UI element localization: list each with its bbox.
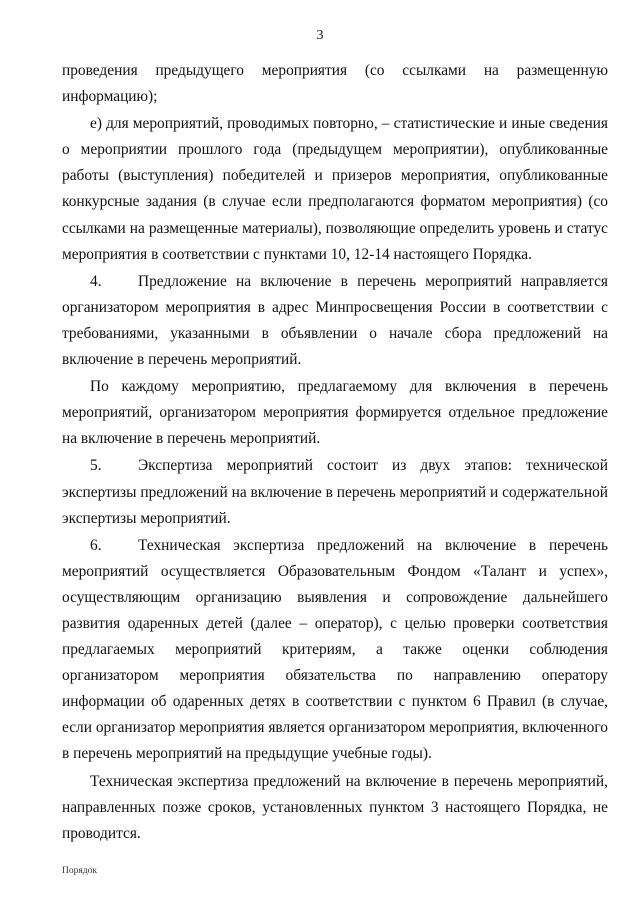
paragraph-text: проведения предыдущего мероприятия (со ссылками на размещенную информацию); xyxy=(62,62,608,106)
paragraph-4 xyxy=(62,269,608,373)
footer-label: Порядок xyxy=(62,866,97,876)
paragraph-text: По каждому мероприятию, предлагаемому для включения в перечень мероприятий, организатором мероприятия формируется отдельное предложение на включение в перечень мероприятий. xyxy=(62,378,608,448)
document-body xyxy=(62,58,608,847)
paragraph-number: 4. xyxy=(90,272,102,290)
page-number: 3 xyxy=(316,28,324,43)
paragraph-text: Предложение на включение в перечень мероприятий направляется организатором мероприятия в адрес Минпросвещения России в соответствии с требованиями, указанными в объявлении о начале сбора предложений на включение в перечень мероприятий. xyxy=(62,272,608,369)
paragraph-text: Техническая экспертиза предложений на включение в перечень мероприятий осуществляется Образовательным Фондом «Талант и успех», осуществляющим организацию выявления и сопровождение дальнейшего развития одаренных детей (далее – оператор), с целью проверки соответствия предлагаемых мероприятий критериям, а также оценки соблюдения организатором мероприятия обязательства по направлению оператору информации об одаренных детях в соответствии с пунктом 6 Правил (в случае, если организатор мероприятия является организатором мероприятия, включенного в перечень мероприятий на предыдущие учебные годы). xyxy=(62,536,608,763)
paragraph-number: 6. xyxy=(90,536,102,554)
paragraph-text: е) для мероприятий, проводимых повторно, – статистические и иные сведения о мероприятии прошлого года (предыдущем мероприятии), опубликованные работы (выступления) победителей и призеров мероприятия, опубликованные конкурсные задания (в случае если предполагаются форматом мероприятия) (со ссылками на размещенные материалы), позволяющие определить уровень и статус мероприятия в соответствии с пунктами 10, 12-14 настоящего Порядка. xyxy=(62,115,608,263)
paragraph-text: Техническая экспертиза предложений на включение в перечень мероприятий, направленных позже сроков, установленных пунктом 3 настоящего Порядка, не проводится. xyxy=(62,772,608,842)
paragraph-6-continued xyxy=(62,769,608,847)
paragraph-5 xyxy=(62,453,608,531)
paragraph-number: 5. xyxy=(90,457,102,475)
paragraph-continuation xyxy=(62,58,608,110)
paragraph-4-continued xyxy=(62,374,608,452)
paragraph-6 xyxy=(62,533,608,768)
paragraph-text: Экспертиза мероприятий состоит из двух этапов: технической экспертизы предложений на включение в перечень мероприятий и содержательной экспертизы мероприятий. xyxy=(62,457,608,527)
paragraph-item-e xyxy=(62,111,608,268)
